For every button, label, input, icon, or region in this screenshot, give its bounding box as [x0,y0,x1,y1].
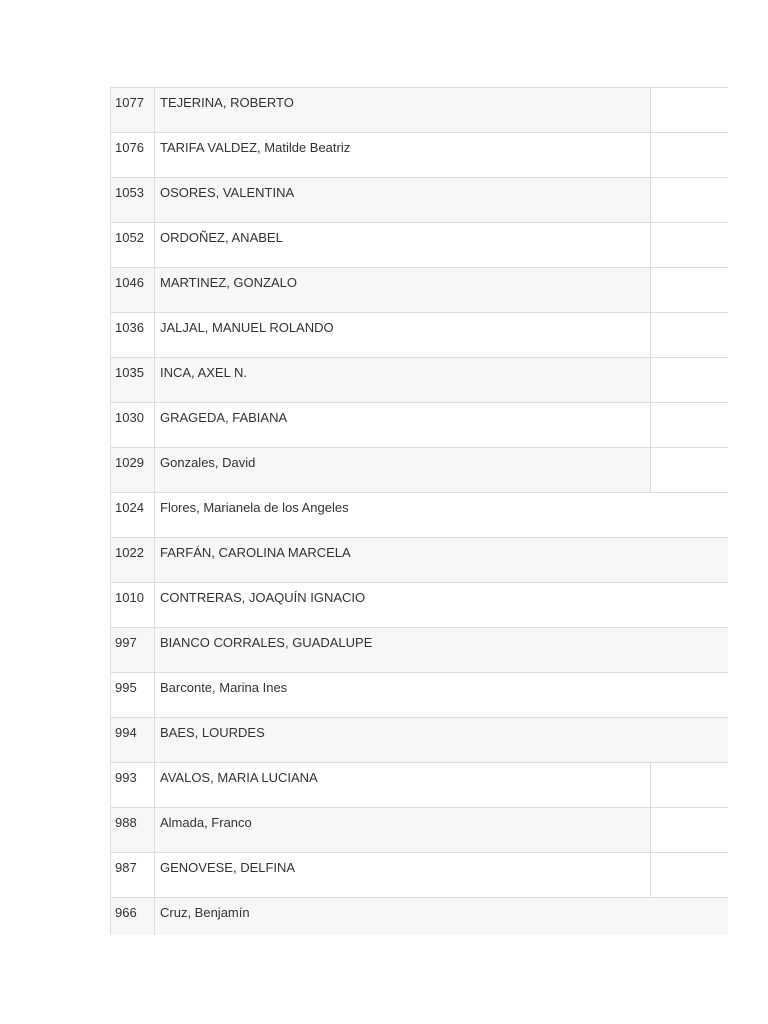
empty-cell [650,492,728,537]
empty-cell [650,537,728,582]
id-cell: 1024 [110,493,155,537]
table-row [110,492,728,537]
table-row [110,402,728,447]
id-cell: 997 [110,628,155,672]
name-cell: Barconte, Marina Ines [155,673,651,717]
id-cell: 1029 [110,448,155,492]
table-row [110,357,728,402]
id-cell: 1035 [110,358,155,402]
empty-cell [650,672,728,717]
name-cell: TEJERINA, ROBERTO [155,88,651,132]
table-row [110,177,728,222]
id-cell: 1052 [110,223,155,267]
names-table [110,87,728,935]
id-cell: 1030 [110,403,155,447]
name-cell: AVALOS, MARIA LUCIANA [155,763,651,807]
name-cell: OSORES, VALENTINA [155,178,651,222]
table-row [110,447,728,492]
table-row [110,807,728,852]
table-row [110,132,728,177]
name-cell: Cruz, Benjamín [155,898,651,935]
id-cell: 1010 [110,583,155,627]
id-cell: 1053 [110,178,155,222]
empty-cell [650,717,728,762]
table-row [110,87,728,132]
id-cell: 987 [110,853,155,897]
empty-cell [650,897,728,935]
name-cell: Gonzales, David [155,448,651,492]
table-row [110,672,728,717]
id-cell: 1077 [110,88,155,132]
id-cell: 993 [110,763,155,807]
id-cell: 1046 [110,268,155,312]
table-row [110,717,728,762]
name-cell: INCA, AXEL N. [155,358,651,402]
name-cell: TARIFA VALDEZ, Matilde Beatriz [155,133,651,177]
id-cell: 1076 [110,133,155,177]
table-row [110,627,728,672]
name-cell: BAES, LOURDES [155,718,651,762]
name-cell: Flores, Marianela de los Angeles [155,493,651,537]
id-cell: 988 [110,808,155,852]
table-row [110,852,728,897]
name-cell: MARTINEZ, GONZALO [155,268,651,312]
id-cell: 1022 [110,538,155,582]
empty-cell [650,627,728,672]
id-cell: 995 [110,673,155,717]
table-row [110,222,728,267]
empty-cell [650,582,728,627]
name-cell: FARFÁN, CAROLINA MARCELA [155,538,651,582]
name-cell: GRAGEDA, FABIANA [155,403,651,447]
name-cell: Almada, Franco [155,808,651,852]
table-row [110,267,728,312]
table-row [110,582,728,627]
name-cell: CONTRERAS, JOAQUÍN IGNACIO [155,583,651,627]
name-cell: GENOVESE, DELFINA [155,853,651,897]
table-row [110,897,728,935]
id-cell: 1036 [110,313,155,357]
name-cell: ORDOÑEZ, ANABEL [155,223,651,267]
name-cell: BIANCO CORRALES, GUADALUPE [155,628,651,672]
table-row [110,537,728,582]
id-cell: 966 [110,898,155,935]
table-row [110,762,728,807]
id-cell: 994 [110,718,155,762]
table-row [110,312,728,357]
name-cell: JALJAL, MANUEL ROLANDO [155,313,651,357]
